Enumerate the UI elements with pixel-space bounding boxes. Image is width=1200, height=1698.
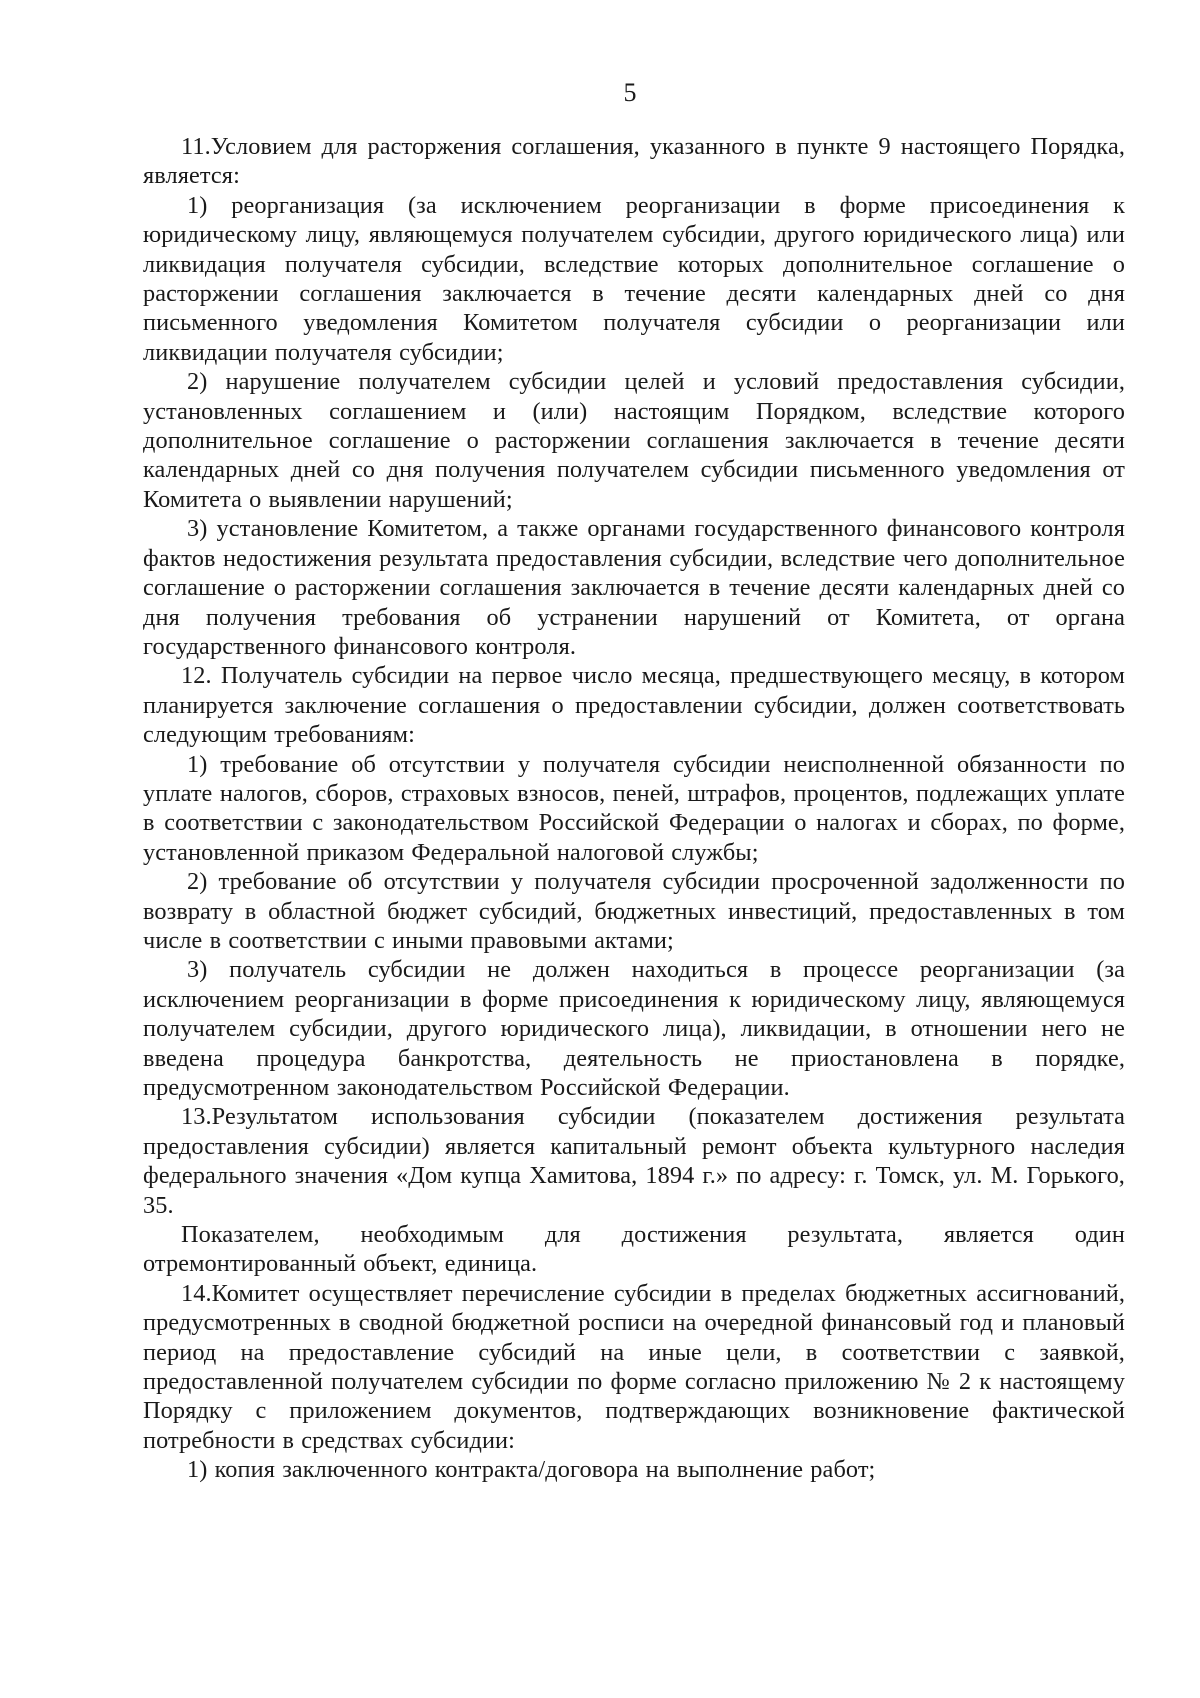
clause-14-item-1: 1) копия заключенного контракта/договора на выполнение работ; (187, 1456, 876, 1484)
clause-14: 14.Комитет осуществляет перечисление субсидии в пределах бюджетных ассигнований, предусмотренных в сводной бюджетной росписи на очередной финансовый год и плановый период на предоставление субсидий на иные цели, в соответствии с заявкой, предоставленной получателем субсидии по форме согласно приложению № 2 к настоящему Порядку с приложением документов, подтверждающих возникновение фактической потребности в средствах субсидии: (143, 1279, 1125, 1454)
clause-13: 13.Результатом использования субсидии (показателем достижения результата предоставления субсидии) является капитальный ремонт объекта культурного наследия федерального значения «Дом купца Хамитова, 1894 г.» по адресу: г. Томск, ул. М. Горького, 35. (143, 1103, 1125, 1219)
clause-11: 11.Условием для расторжения соглашения, указанного в пункте 9 настоящего Порядка, является: (143, 133, 1125, 190)
clause-12-item-3: 3) получатель субсидии не должен находиться в процессе реорганизации (за исключением реорганизации в форме присоединения к юридическому лицу, являющемуся получателем субсидии, другого юридического лица), ликвидации, в отношении него не введена процедура банкротства, деятельность не приостановлена в порядке, предусмотренном законодательством Российской Федерации. (143, 956, 1125, 1101)
clause-12-item-1: 1) требование об отсутствии у получателя субсидии неисполненной обязанности по уплате налогов, сборов, страховых взносов, пеней, штрафов, процентов, подлежащих уплате в соответствии с законодательством Российской Федерации о налогах и сборах, по форме, установленной приказом Федеральной налоговой службы; (143, 750, 1125, 866)
clause-11-item-2: 2) нарушение получателем субсидии целей и условий предоставления субсидии, установленных соглашением и (или) настоящим Порядком, вследствие которого дополнительное соглашение о расторжении соглашения заключается в течение десяти календарных дней со дня получения получателем субсидии письменного уведомления от Комитета о выявлении нарушений; (143, 368, 1125, 513)
clause-13-indicator: Показателем, необходимым для достижения результата, является один отремонтированный объект, единица. (143, 1221, 1125, 1278)
clause-11-item-1: 1) реорганизация (за исключением реорганизации в форме присоединения к юридическому лицу, являющемуся получателем субсидии, другого юридического лица) или ликвидация получателя субсидии, вследствие которых дополнительное соглашение о расторжении соглашения заключается в течение десяти календарных дней со дня письменного уведомления Комитетом получателя субсидии о реорганизации или ликвидации получателя субсидии; (143, 191, 1125, 366)
clause-12: 12. Получатель субсидии на первое число месяца, предшествующего месяцу, в котором планируется заключение соглашения о предоставлении субсидии, должен соответствовать следующим требованиям: (143, 662, 1125, 749)
page-number: 5 (623, 78, 637, 107)
clause-12-item-2: 2) требование об отсутствии у получателя субсидии просроченной задолженности по возврату в областной бюджет субсидий, бюджетных инвестиций, предоставленных в том числе в соответствии с иными правовыми актами; (143, 868, 1125, 954)
clause-11-item-3: 3) установление Комитетом, а также органами государственного финансового контроля фактов недостижения результата предоставления субсидии, вследствие чего дополнительное соглашение о расторжении соглашения заключается в течение десяти календарных дней со дня получения требования об устранении нарушений от Комитета, от органа государственного финансового контроля. (143, 515, 1125, 660)
document-body (143, 132, 1125, 1485)
